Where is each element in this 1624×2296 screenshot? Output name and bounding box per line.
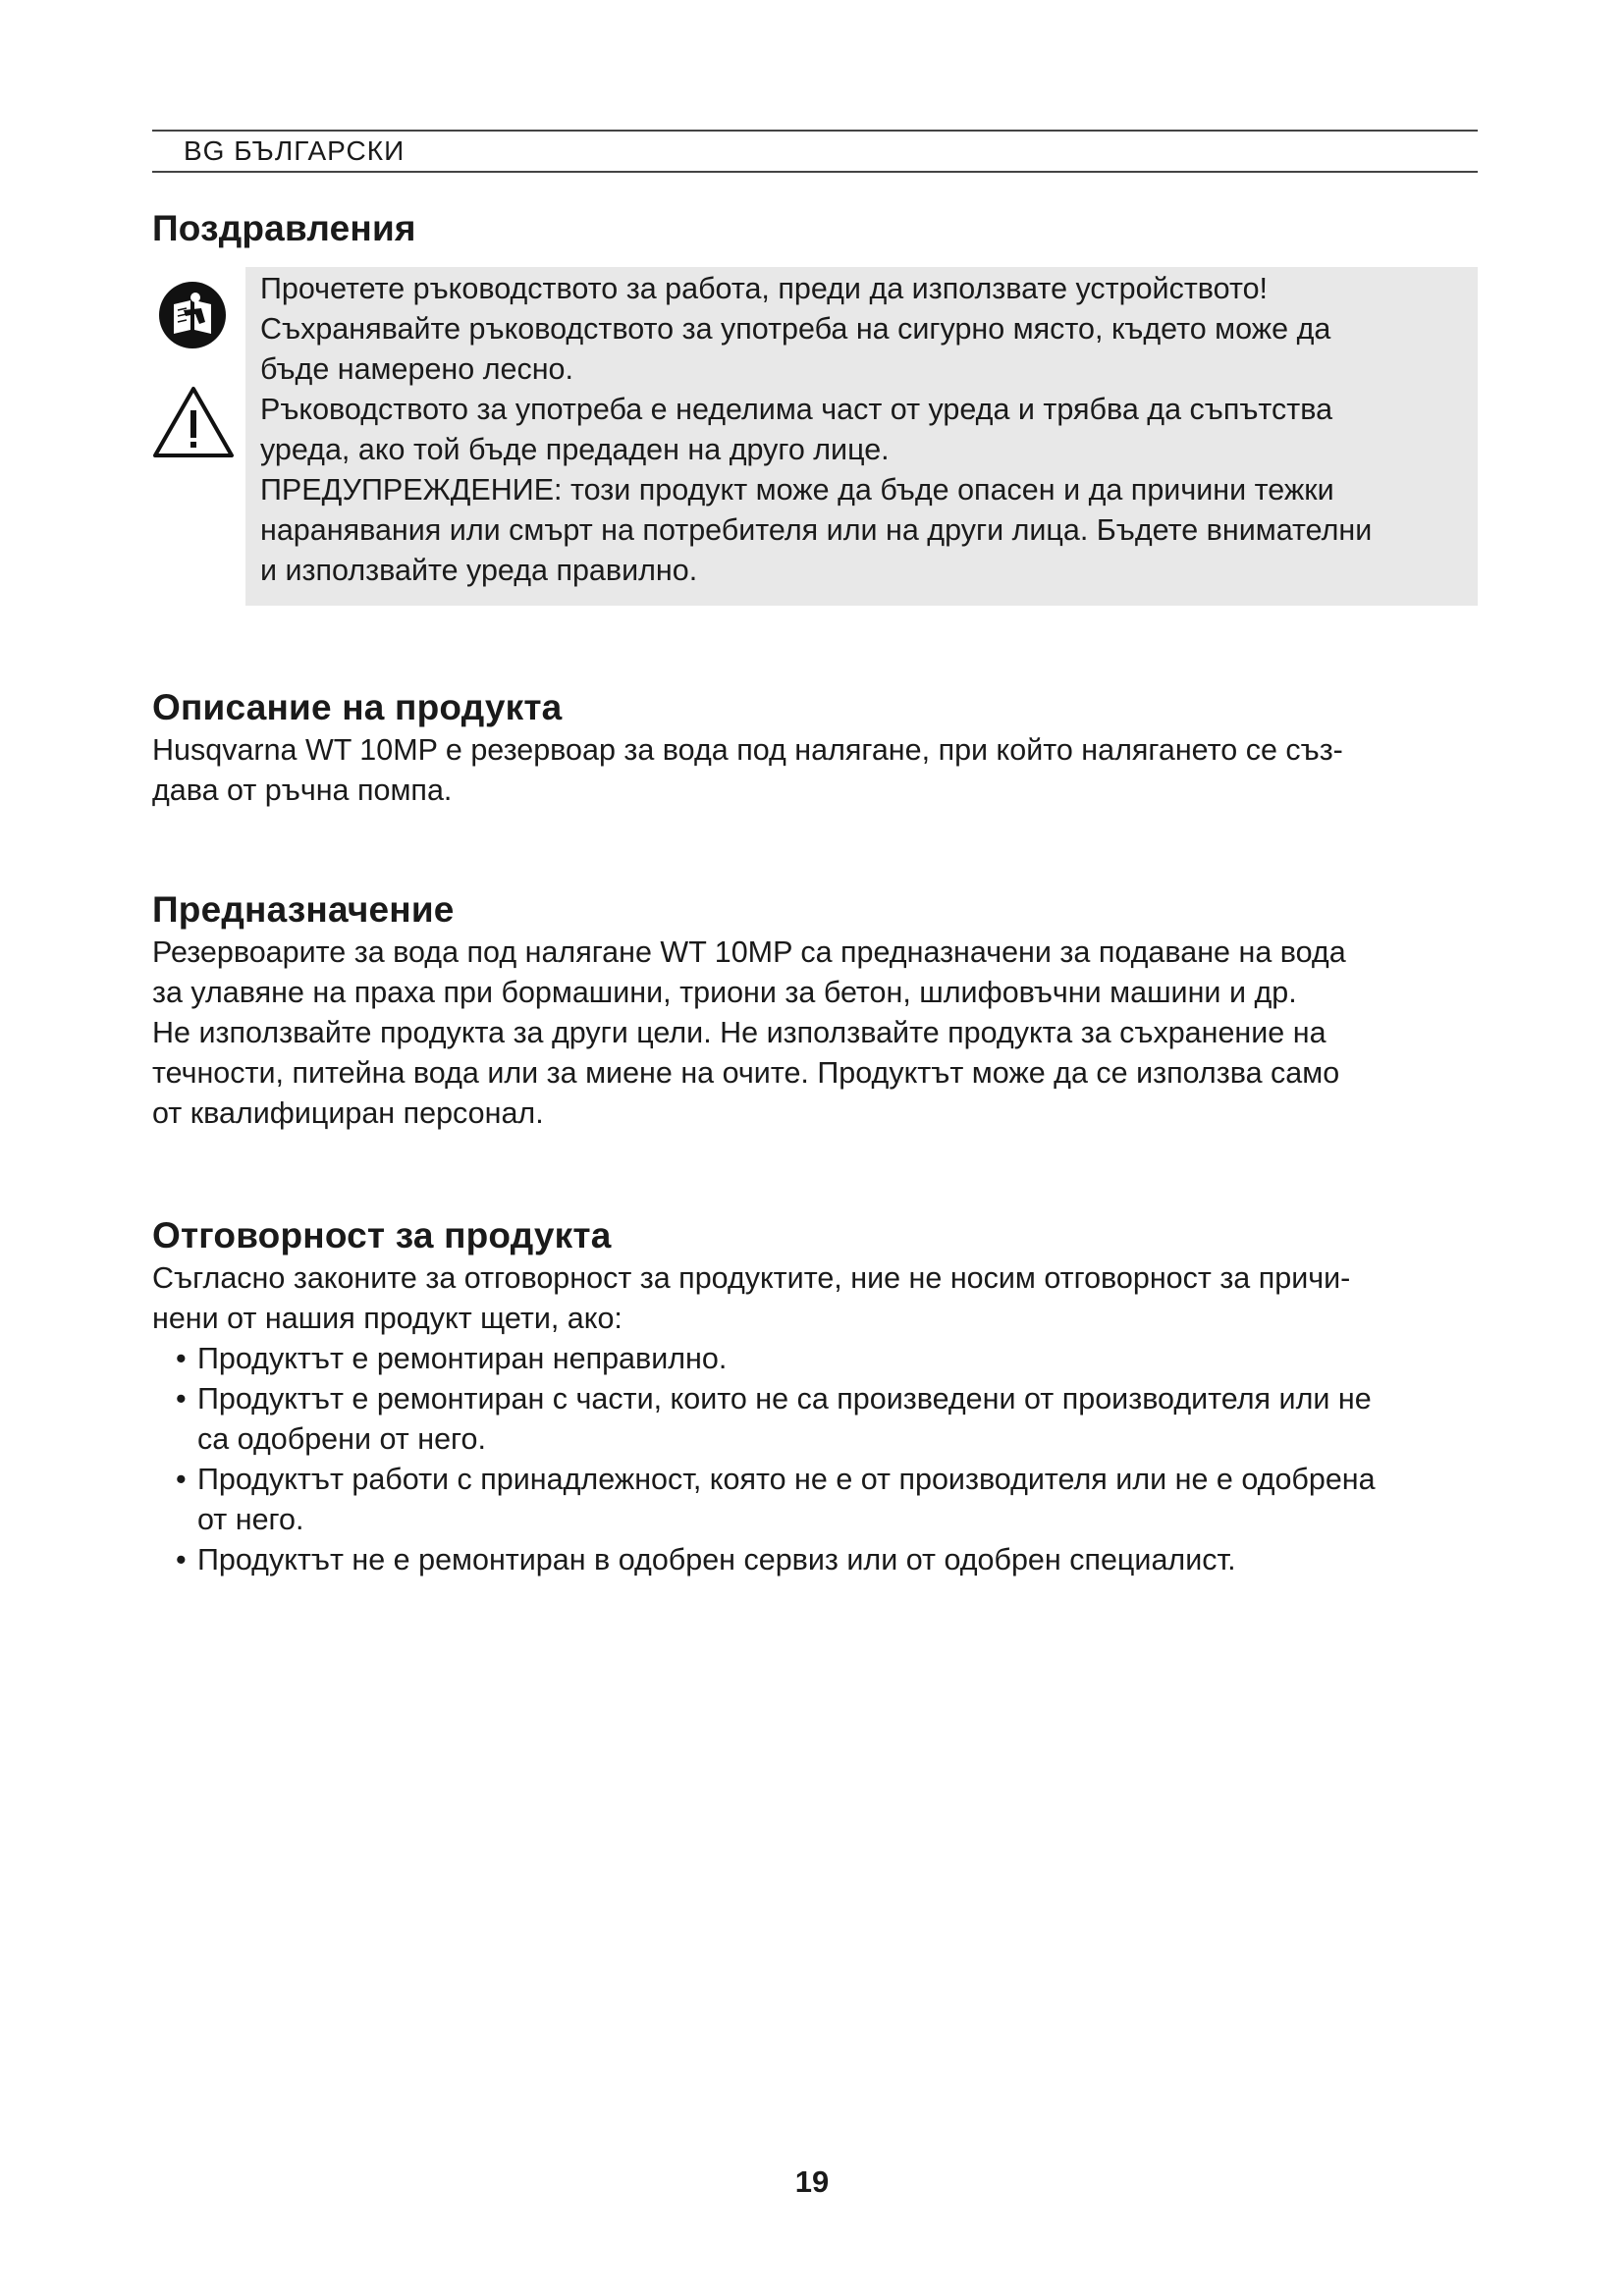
liability-title: Отговорност за продукта — [152, 1215, 612, 1255]
bullet-icon: • — [176, 1382, 187, 1415]
manual-page — [152, 130, 1478, 1580]
warning-triangle-icon — [152, 385, 235, 459]
purpose-section — [152, 889, 1478, 1134]
description-section — [152, 687, 1478, 811]
intro-line: Ръководството за употреба е неделима част от уреда и трябва да съпътства — [260, 393, 1333, 426]
description-title: Описание на продукта — [152, 687, 563, 727]
list-item — [152, 1379, 1478, 1419]
purpose-line: течности, питейна вода или за миене на очите. Продуктът може да се използва само — [152, 1056, 1340, 1090]
purpose-title: Предназначение — [152, 889, 455, 930]
purpose-line: Резервоарите за вода под налягане WT 10MP са предназначени за подаване на вода — [152, 935, 1346, 969]
safety-text-box — [245, 267, 1478, 606]
intro-line: и използвайте уреда правилно. — [260, 554, 698, 587]
purpose-line: от квалифициран персонал. — [152, 1096, 544, 1130]
description-line: дава от ръчна помпа. — [152, 774, 453, 807]
list-item-continuation — [152, 1419, 1478, 1460]
description-line: Husqvarna WT 10MP е резервоар за вода под налягане, при който налягането се съз- — [152, 733, 1343, 767]
list-item — [152, 1339, 1478, 1379]
liability-line: Съгласно законите за отговорност за продуктите, ние не носим отговорност за причи- — [152, 1261, 1351, 1295]
intro-line: Съхранявайте ръководството за употреба на сигурно място, където може да — [260, 312, 1331, 346]
bullet-icon: • — [176, 1342, 187, 1375]
list-item — [152, 1540, 1478, 1580]
bullet-icon: • — [176, 1543, 187, 1576]
read-manual-icon — [158, 281, 227, 349]
liability-line: нени от нашия продукт щети, ако: — [152, 1302, 623, 1335]
intro-title: Поздравления — [152, 208, 416, 248]
list-item-text: Продуктът работи с принадлежност, която не е от производителя или не е одобрена — [197, 1463, 1376, 1496]
list-item-text: от него. — [197, 1503, 304, 1536]
list-item-text: Продуктът е ремонтиран с части, които не са произведени от производителя или не — [197, 1382, 1372, 1415]
bullet-icon: • — [176, 1463, 187, 1496]
page-number: 19 — [794, 2164, 830, 2199]
purpose-line: Не използвайте продукта за други цели. Не използвайте продукта за съхранение на — [152, 1016, 1326, 1049]
intro-line: бъде намерено лесно. — [260, 352, 573, 386]
intro-line: наранявания или смърт на потребителя или на други лица. Бъдете внимателни — [260, 513, 1373, 547]
liability-section — [152, 1215, 1478, 1580]
intro-line: Прочетете ръководството за работа, преди да използвате устройството! — [260, 272, 1269, 305]
list-item — [152, 1460, 1478, 1500]
list-item-text: са одобрени от него. — [197, 1422, 486, 1456]
language-header — [152, 130, 1478, 173]
liability-list — [152, 1339, 1478, 1580]
list-item-text: Продуктът е ремонтиран неправилно. — [197, 1342, 728, 1375]
intro-line: уреда, ако той бъде предаден на друго лице. — [260, 433, 890, 466]
list-item-continuation — [152, 1500, 1478, 1540]
intro-line: ПРЕДУПРЕЖДЕНИЕ: този продукт може да бъде опасен и да причини тежки — [260, 473, 1334, 507]
safety-notice — [152, 267, 1478, 606]
list-item-text: Продуктът не е ремонтиран в одобрен сервиз или от одобрен специалист. — [197, 1543, 1236, 1576]
purpose-line: за улавяне на праха при бормашини, триони за бетон, шлифовъчни машини и др. — [152, 976, 1297, 1009]
language-label: BG БЪЛГАРСКИ — [184, 135, 406, 166]
